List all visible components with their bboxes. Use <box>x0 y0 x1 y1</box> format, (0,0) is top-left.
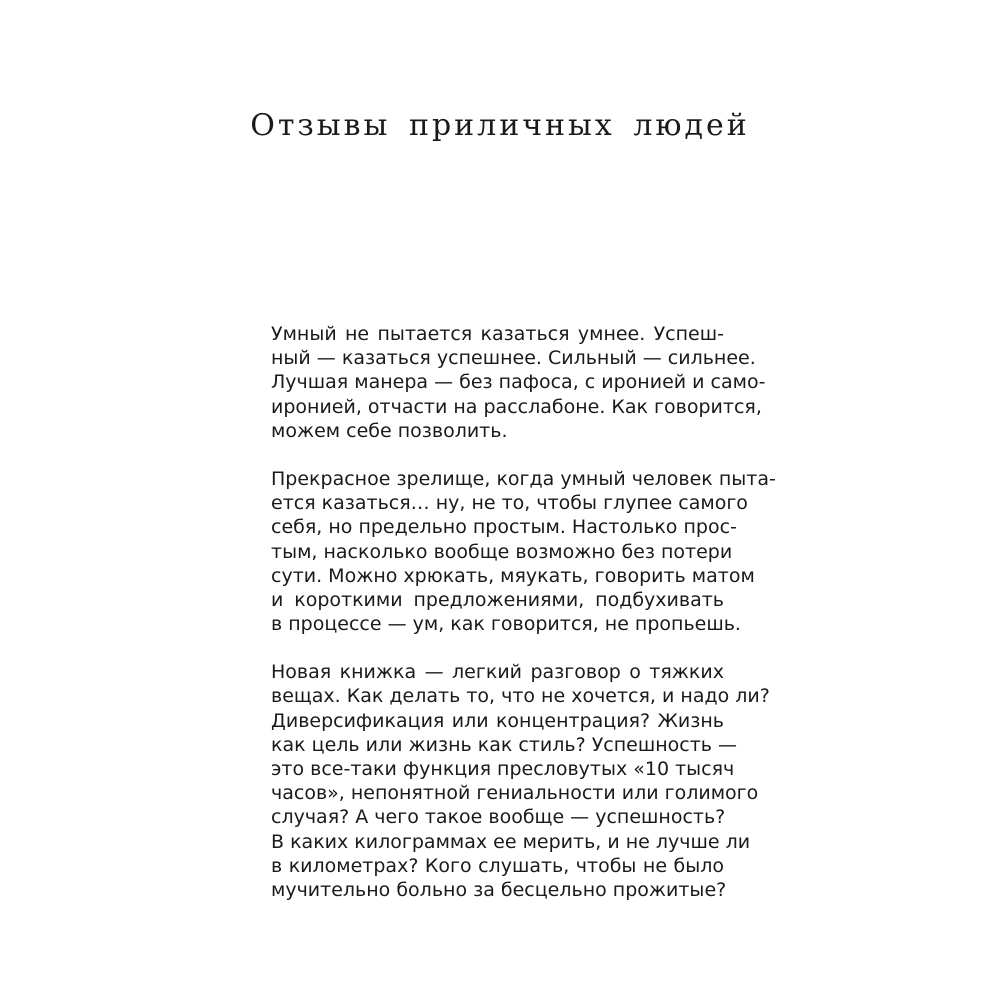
text-line: можем себе позволить. <box>271 419 508 442</box>
body-text <box>271 322 776 926</box>
text-line: Умный не пытается казаться умнее. Успеш- <box>271 323 724 345</box>
paragraph <box>271 660 770 902</box>
text-line: ный — казаться успешнее. Сильный — сильнее. <box>271 347 756 370</box>
text-line: вещах. Как делать то, что не хочется, и надо ли? <box>271 685 770 708</box>
paragraph <box>271 467 776 636</box>
text-line: иронией, отчасти на расслабоне. Как говорится, <box>271 395 762 418</box>
text-line: Новая книжка — легкий разговор о тяжких <box>271 661 724 684</box>
paragraph <box>271 322 766 443</box>
text-line: в километрах? Кого слушать, чтобы не было <box>271 854 724 877</box>
text-line: В каких килограммах ее мерить, и не лучше ли <box>271 830 751 853</box>
text-line: Прекрасное зрелище, когда умный человек пыта- <box>271 467 776 490</box>
text-line: часов», непонятной гениальности или голимого <box>271 782 759 805</box>
text-line: Лучшая манера — без пафоса, с иронией и само- <box>271 371 766 394</box>
text-line: это все-таки функция пресловутых «10 тысяч <box>271 758 735 780</box>
text-line: сути. Можно хрюкать, мяукать, говорить матом <box>271 564 755 587</box>
text-line: и короткими предложениями, подбухивать <box>271 588 724 611</box>
text-line: тым, насколько вообще возможно без потери <box>271 540 733 563</box>
text-line: в процессе — ум, как говорится, не пропьешь. <box>271 613 741 636</box>
text-line: Диверсификация или концентрация? Жизнь <box>271 709 724 732</box>
page-title: Отзывы приличных людей <box>250 108 750 143</box>
text-line: мучительно больно за бесцельно прожитые? <box>271 878 727 901</box>
text-line: как цель или жизнь как стиль? Успешность — <box>271 733 738 756</box>
text-line: случая? А чего такое вообще — успешность? <box>271 806 726 829</box>
text-line: ется казаться… ну, не то, чтобы глупее самого <box>271 492 748 515</box>
text-line: себя, но предельно простым. Настолько прос- <box>271 516 737 539</box>
